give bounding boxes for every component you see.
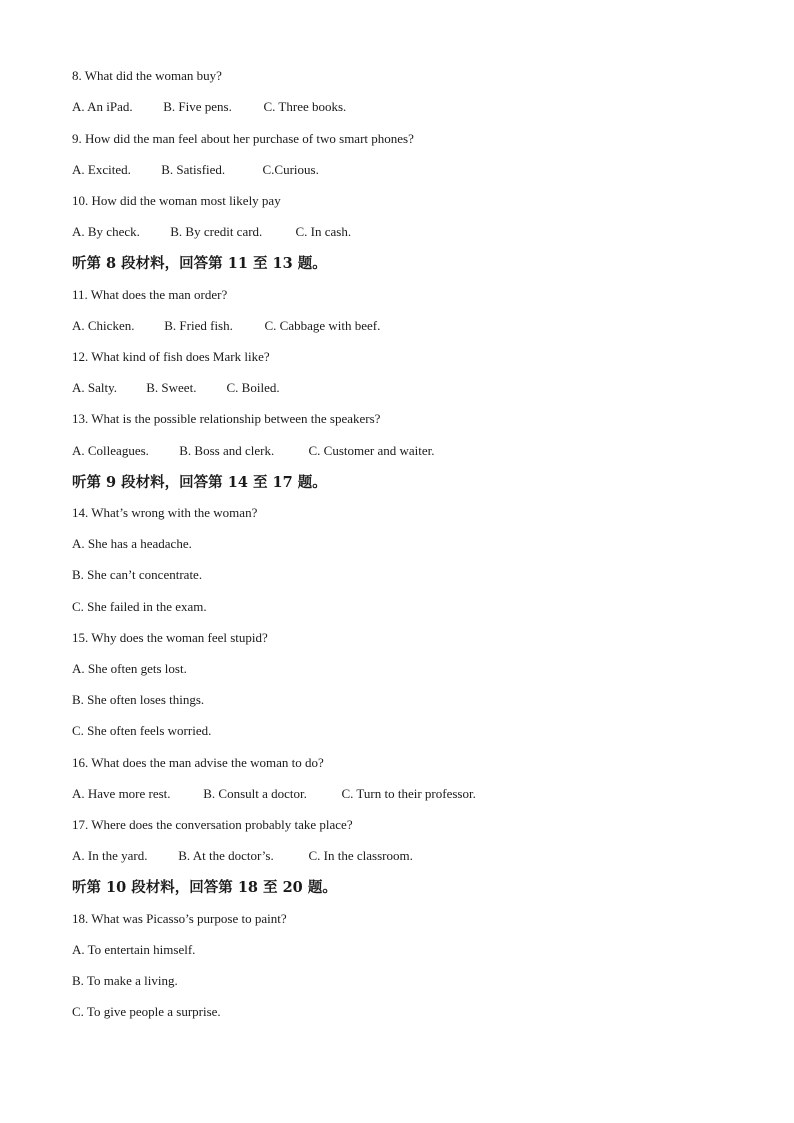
question-18-option-c: C. To give people a surprise. — [72, 1004, 221, 1019]
question-12-stem: 12. What kind of fish does Mark like? — [72, 349, 270, 364]
question-18-option-b: B. To make a living. — [72, 973, 178, 988]
option-a: A. Salty. — [72, 380, 118, 395]
question-11-options — [72, 318, 380, 334]
option-a: A. Chicken. — [72, 318, 135, 333]
section-heading-9: 听第 9 段材料，回答第 14 至 17 题。 — [72, 474, 327, 491]
question-15-stem: 15. Why does the woman feel stupid? — [72, 630, 268, 645]
option-c: C. In the classroom. — [308, 848, 413, 863]
option-c: C. Cabbage with beef. — [264, 318, 381, 333]
question-9-options — [72, 162, 319, 178]
option-a: A. In the yard. — [72, 848, 148, 863]
question-8-options — [72, 99, 346, 115]
option-c: C. Customer and waiter. — [308, 443, 435, 458]
option-b: B. Boss and clerk. — [179, 443, 275, 458]
question-9-stem: 9. How did the man feel about her purchase of two smart phones? — [72, 131, 414, 146]
question-8-stem: 8. What did the woman buy? — [72, 68, 222, 83]
option-c: C. Turn to their professor. — [341, 786, 476, 801]
question-10-stem: 10. How did the woman most likely pay — [72, 193, 281, 208]
question-10-options — [72, 224, 351, 240]
question-15-option-b: B. She often loses things. — [72, 692, 205, 707]
option-c: C. In cash. — [295, 224, 352, 239]
section-heading-10: 听第 10 段材料，回答第 18 至 20 题。 — [72, 879, 337, 896]
option-c: C. Three books. — [263, 99, 347, 114]
section-heading-8: 听第 8 段材料，回答第 11 至 13 题。 — [72, 255, 327, 272]
question-15-option-a: A. She often gets lost. — [72, 661, 187, 676]
question-16-stem: 16. What does the man advise the woman to do? — [72, 755, 324, 770]
question-14-option-c: C. She failed in the exam. — [72, 599, 207, 614]
option-c: C.Curious. — [262, 162, 319, 177]
option-b: B. Satisfied. — [161, 162, 226, 177]
question-16-options — [72, 786, 476, 802]
option-a: A. An iPad. — [72, 99, 133, 114]
question-15-option-c: C. She often feels worried. — [72, 723, 212, 738]
option-a: A. Colleagues. — [72, 443, 149, 458]
question-17-options — [72, 848, 413, 864]
option-b: B. At the doctor’s. — [178, 848, 274, 863]
question-12-options — [72, 380, 280, 396]
option-a: A. By check. — [72, 224, 140, 239]
option-b: B. Five pens. — [163, 99, 232, 114]
question-14-stem: 14. What’s wrong with the woman? — [72, 505, 258, 520]
option-c: C. Boiled. — [226, 380, 280, 395]
option-b: B. By credit card. — [170, 224, 263, 239]
option-b: B. Sweet. — [146, 380, 197, 395]
question-18-stem: 18. What was Picasso’s purpose to paint? — [72, 911, 287, 926]
question-17-stem: 17. Where does the conversation probably take place? — [72, 817, 353, 832]
question-13-stem: 13. What is the possible relationship between the speakers? — [72, 411, 381, 426]
option-b: B. Fried fish. — [164, 318, 233, 333]
question-13-options — [72, 443, 435, 459]
option-b: B. Consult a doctor. — [203, 786, 307, 801]
question-14-option-b: B. She can’t concentrate. — [72, 567, 203, 582]
question-11-stem: 11. What does the man order? — [72, 287, 228, 302]
question-14-option-a: A. She has a headache. — [72, 536, 192, 551]
option-a: A. Excited. — [72, 162, 131, 177]
question-18-option-a: A. To entertain himself. — [72, 942, 196, 957]
option-a: A. Have more rest. — [72, 786, 171, 801]
